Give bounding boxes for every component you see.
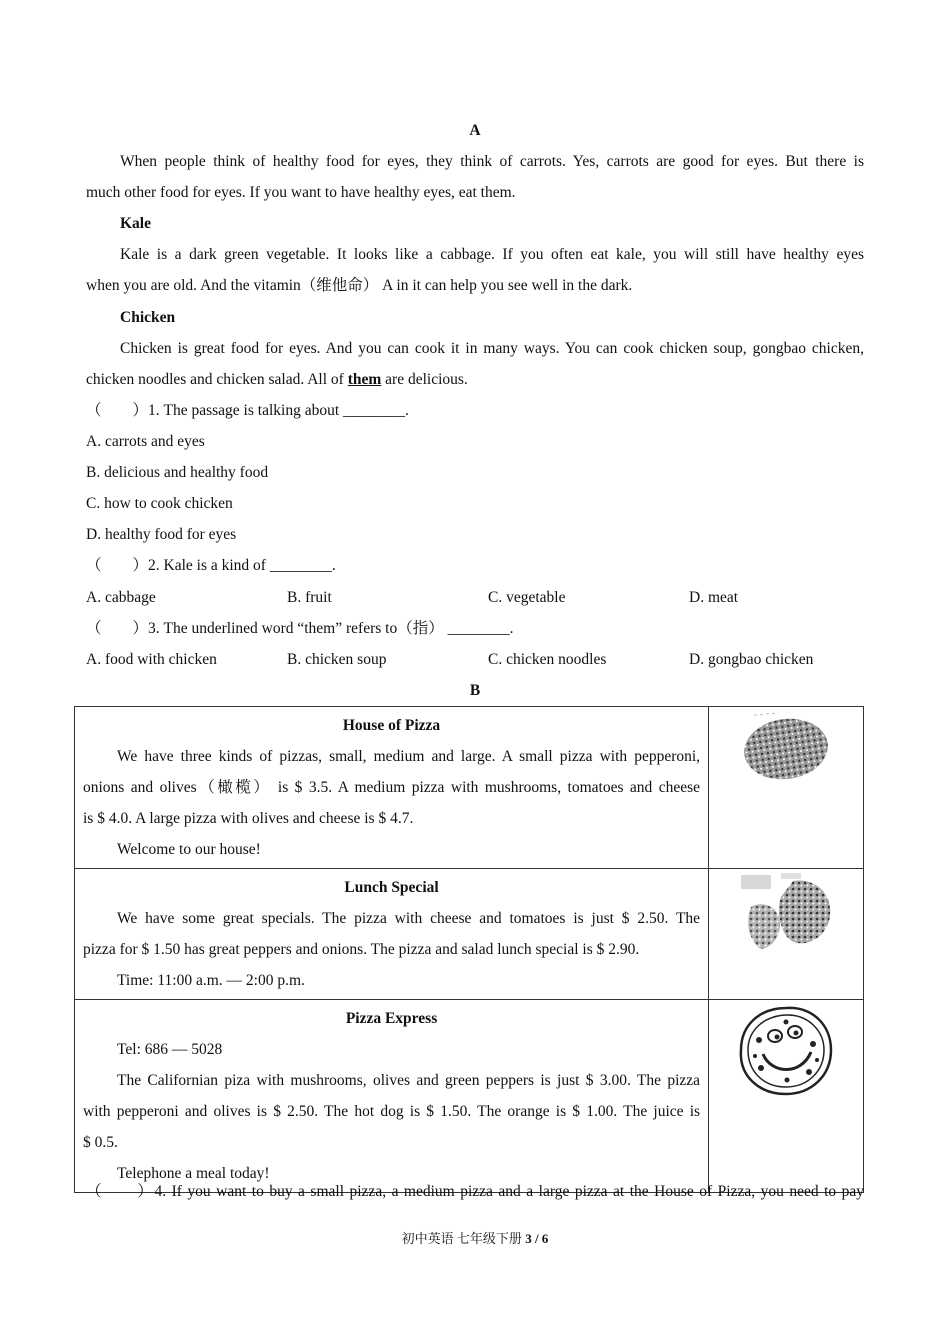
ad-title: Lunch Special (344, 879, 439, 896)
section-b-heading: B (469, 682, 481, 699)
ad-line: Tel: 686 — 5028 (117, 1041, 223, 1058)
q2-option-d: D. meat (689, 589, 739, 606)
pizza-slice-icon (731, 869, 841, 959)
q3-option-b: B. chicken soup (287, 651, 387, 668)
ad-line: with pepperoni and olives is $ 2.50. The hot dog is $ 1.50. The orange is $ 1.00. The juice is (83, 1103, 701, 1120)
chicken-line-2 (86, 368, 864, 392)
ad-title: House of Pizza (342, 717, 441, 734)
ad-line: is $ 4.0. A large pizza with olives and cheese is $ 4.7. (83, 810, 414, 827)
page-footer (0, 1228, 950, 1250)
ad-line: $ 0.5. (83, 1134, 118, 1151)
q1-option-b: B. delicious and healthy food (86, 464, 269, 481)
intro-line-1: When people think of healthy food for eyes, they think of carrots. Yes, carrots are good for eyes. But there is (120, 153, 864, 170)
q2-option-c: C. vegetable (488, 589, 566, 606)
ad-line: pizza for $ 1.50 has great peppers and onions. The pizza and salad lunch special is $ 2.90. (83, 941, 640, 958)
chicken-line-2-post: are delicious. (381, 371, 468, 388)
footer-text: 初中英语 七年级下册 (401, 1231, 526, 1246)
q2-option-a: A. cabbage (86, 589, 156, 606)
q2-option-b: B. fruit (287, 589, 332, 606)
page-number: 3 / 6 (525, 1231, 549, 1246)
ad-pizza-express (75, 1000, 864, 1193)
kale-line-1: Kale is a dark green vegetable. It looks like a cabbage. If you often eat kale, you will still have healthy eyes (120, 246, 864, 263)
question-3: （ ）3. The underlined word “them” refers to（指） ________. (86, 620, 514, 637)
chicken-line-1: Chicken is great food for eyes. And you can cook it in many ways. You can cook chicken soup, gongbao chicken, (120, 340, 864, 357)
question-4: （ ）4. If you want to buy a small pizza, a medium pizza and a large pizza at the House of Pizza, you need to pay (86, 1183, 864, 1200)
underlined-word-them: them (347, 371, 382, 388)
ad-line: We have some great specials. The pizza with cheese and tomatoes is just $ 2.50. The (117, 910, 701, 927)
ad-title: Pizza Express (345, 1010, 438, 1027)
ad-lunch-special (75, 869, 864, 1000)
q3-option-c: C. chicken noodles (488, 651, 607, 668)
q1-option-a: A. carrots and eyes (86, 433, 205, 450)
ad-line: We have three kinds of pizzas, small, medium and large. A small pizza with pepperoni, (117, 748, 701, 765)
question-2: （ ）2. Kale is a kind of ________. (86, 557, 336, 574)
intro-line-2: much other food for eyes. If you want to have healthy eyes, eat them. (86, 184, 516, 201)
question-1: （ ）1. The passage is talking about ________. (86, 402, 409, 419)
kale-line-2: when you are old. And the vitamin（维他命） A in it can help you see well in the dark. (86, 277, 633, 294)
ad-line: Welcome to our house! (117, 841, 261, 858)
ad-line: onions and olives（橄榄） is $ 3.5. A medium pizza with mushrooms, tomatoes and cheese (83, 779, 701, 796)
q3-option-a: A. food with chicken (86, 651, 217, 668)
q1-option-c: C. how to cook chicken (86, 495, 233, 512)
q1-option-d: D. healthy food for eyes (86, 526, 237, 543)
chicken-line-2-pre: chicken noodles and chicken salad. All of (86, 371, 348, 388)
ad-line: The Californian piza with mushrooms, olives and green peppers is just $ 3.00. The pizza (117, 1072, 701, 1089)
ad-line: Time: 11:00 a.m. — 2:00 p.m. (117, 972, 305, 989)
section-a-heading: A (469, 122, 481, 139)
chicken-heading: Chicken (120, 309, 176, 326)
advertisements-table (74, 706, 864, 1193)
q3-option-d: D. gongbao chicken (689, 651, 814, 668)
smiling-pizza-icon (731, 1000, 841, 1100)
kale-heading: Kale (120, 215, 151, 232)
ad-house-of-pizza (75, 707, 864, 869)
pizza-icon (736, 707, 836, 787)
ad-line: Telephone a meal today! (117, 1165, 270, 1182)
